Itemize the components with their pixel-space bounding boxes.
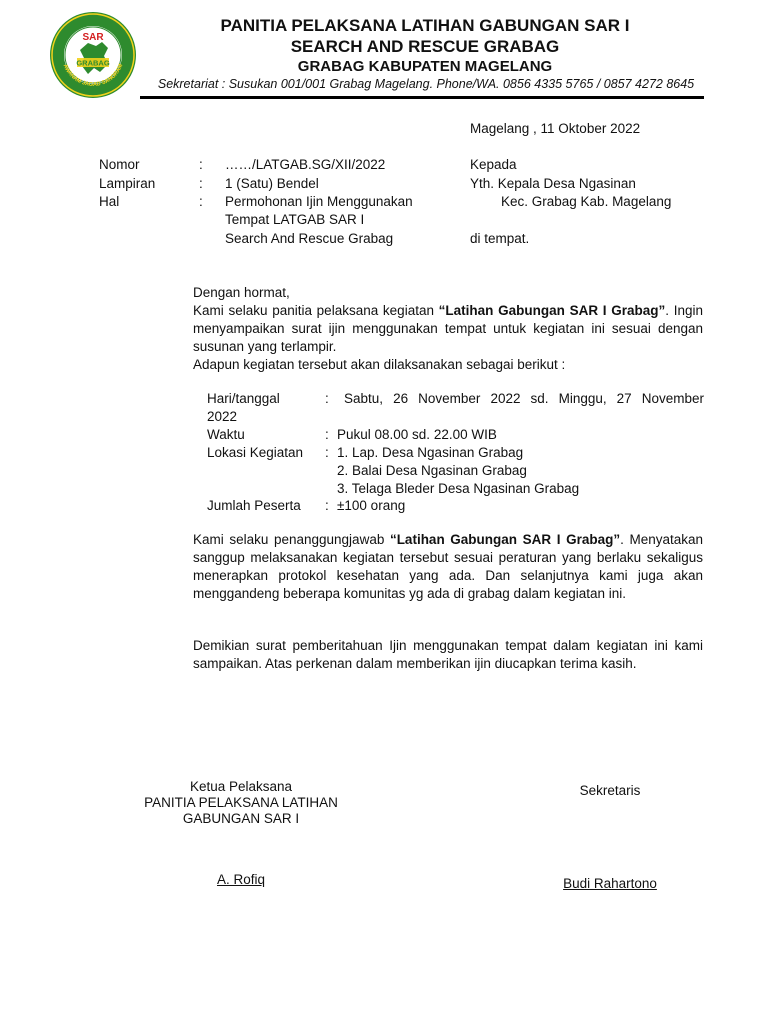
lokasi-item-2: 2. Balai Desa Ngasinan Grabag xyxy=(337,463,527,478)
lampiran-colon: : xyxy=(199,176,203,191)
logo-ring-text: AWANAM JAGAD SANGRAM xyxy=(61,63,125,89)
hari-value-cont: 2022 xyxy=(207,409,238,424)
paragraph-2: Adapun kegiatan tersebut akan dilaksanakan sebagai berikut : xyxy=(193,357,566,372)
letterhead-title-line1: PANITIA PELAKSANA LATIHAN GABUNGAN SAR I xyxy=(220,16,630,35)
event-name-bold-2: “Latihan Gabungan SAR I Grabag” xyxy=(389,532,621,547)
lampiran-value: 1 (Satu) Bendel xyxy=(225,176,319,191)
hal-value-line3: Search And Rescue Grabag xyxy=(225,231,394,246)
paragraph-1: Kami selaku panitia pelaksana kegiatan “Latihan Gabungan SAR I Grabag”. Ingin menyampaikan surat ijin menggunakan tempat untuk kegiatan ini sesuai dengan susunan yang terlampir. xyxy=(193,303,703,354)
lokasi-item-3: 3. Telaga Bleder Desa Ngasinan Grabag xyxy=(337,481,580,496)
lokasi-label: Lokasi Kegiatan xyxy=(207,445,304,460)
paragraph-4: Demikian surat pemberitahuan Ijin menggunakan tempat dalam kegiatan ini kami sampaikan. Atas perkenan dalam memberikan ijin diucapkan terima kasih. xyxy=(193,638,703,671)
sar-logo xyxy=(48,10,138,100)
recipient-line2: Yth. Kepala Desa Ngasinan xyxy=(470,176,636,191)
right-signer-name: Budi Rahartono xyxy=(563,876,657,891)
letterhead-divider xyxy=(140,96,704,99)
recipient-line3: Kec. Grabag Kab. Magelang xyxy=(501,194,672,209)
lampiran-label: Lampiran xyxy=(99,176,156,191)
right-role: Sekretaris xyxy=(579,783,641,798)
peserta-value: ±100 orang xyxy=(337,498,406,513)
letterhead-title-line3: GRABAG KABUPATEN MAGELANG xyxy=(297,58,553,75)
hal-value-line1: Permohonan Ijin Menggunakan xyxy=(225,194,413,209)
event-name-bold: “Latihan Gabungan SAR I Grabag” xyxy=(438,303,666,318)
left-role-1: Ketua Pelaksana xyxy=(189,779,293,794)
greeting: Dengan hormat, xyxy=(193,285,290,300)
peserta-label: Jumlah Peserta xyxy=(207,498,301,513)
logo-grabag-text: GRABAG xyxy=(76,58,110,68)
waktu-label: Waktu xyxy=(207,427,245,442)
hal-label: Hal xyxy=(99,194,120,209)
left-role-2: PANITIA PELAKSANA LATIHAN xyxy=(144,795,338,810)
lokasi-item-1: 1. Lap. Desa Ngasinan Grabag xyxy=(337,445,524,460)
hari-value: Sabtu, 26 November 2022 sd. Minggu, 27 November xyxy=(344,391,704,406)
paragraph-3: Kami selaku penanggungjawab “Latihan Gabungan SAR I Grabag”. Menyatakan sanggup melaksanakan kegiatan tersebut sesuai peraturan yang berlaku sekaligus menerapkan protokol kesehatan yang ada. Dan selanjutnya kami juga akan menggandeng beberapa komunitas yg ada di grabag dalam kegiatan ini. xyxy=(193,532,704,601)
letter-date: Magelang , 11 Oktober 2022 xyxy=(470,121,641,136)
left-role-3: GABUNGAN SAR I xyxy=(182,811,300,826)
lokasi-colon: : xyxy=(325,445,329,460)
hal-colon: : xyxy=(199,194,203,209)
hal-value-line2: Tempat LATGAB SAR I xyxy=(225,212,365,227)
hari-colon: : xyxy=(325,391,329,406)
recipient-line4: di tempat. xyxy=(470,231,530,246)
hari-label: Hari/tanggal xyxy=(207,391,280,406)
nomor-value: ……/LATGAB.SG/XII/2022 xyxy=(225,157,386,172)
waktu-value: Pukul 08.00 sd. 22.00 WIB xyxy=(337,427,497,442)
letterhead-title-line2: SEARCH AND RESCUE GRABAG xyxy=(290,37,560,56)
logo-sar-text: SAR xyxy=(82,32,104,43)
sar-emblem-icon xyxy=(48,10,138,100)
nomor-label: Nomor xyxy=(99,157,140,172)
letterhead-address: Sekretariat : Susukan 001/001 Grabag Magelang. Phone/WA. 0856 4335 5765 / 0857 4272 8645 xyxy=(157,77,695,91)
waktu-colon: : xyxy=(325,427,329,442)
nomor-colon: : xyxy=(199,157,203,172)
peserta-colon: : xyxy=(325,498,329,513)
signature-left xyxy=(120,779,362,827)
body-intro xyxy=(193,284,703,374)
left-signer-name: A. Rofiq xyxy=(216,872,266,887)
recipient-line1: Kepada xyxy=(470,157,517,172)
